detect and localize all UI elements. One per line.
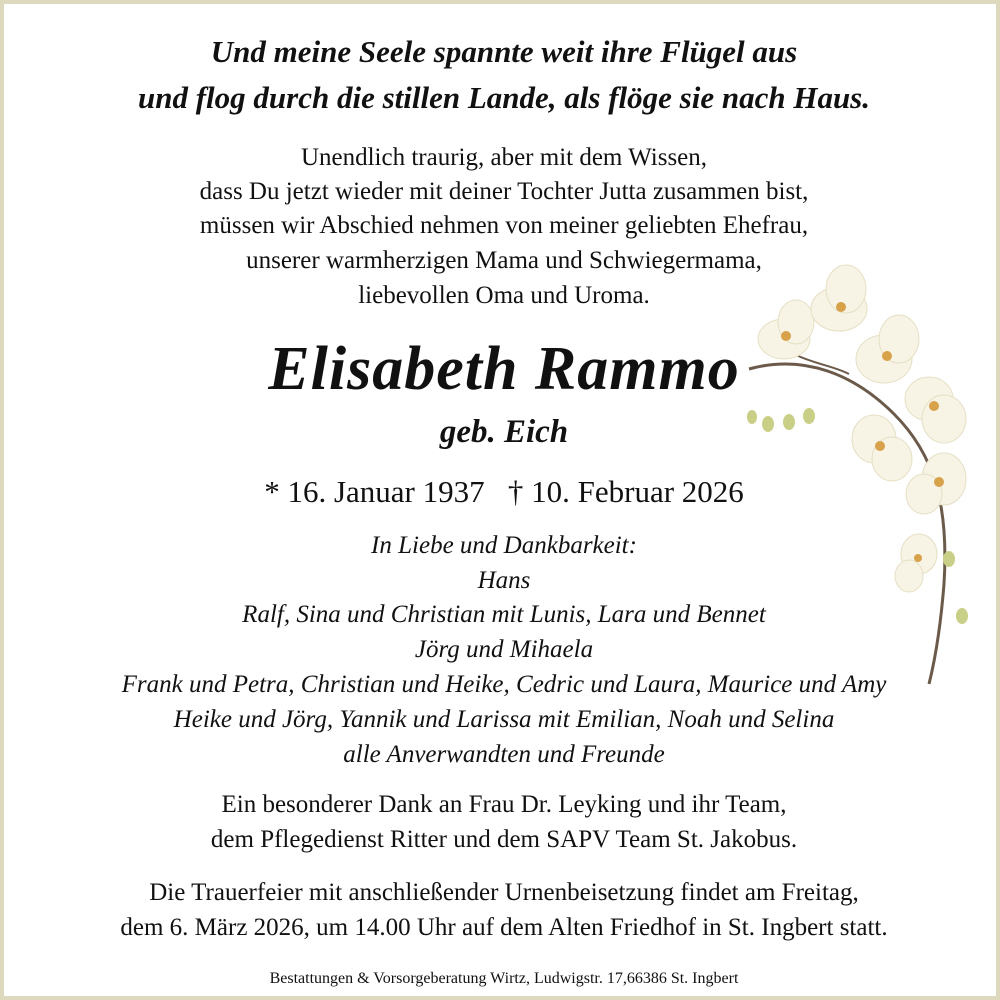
thanks-line-1: Ein besonderer Dank an Frau Dr. Leyking und ihr Team, <box>221 791 787 818</box>
mourner-line: Frank und Petra, Christian und Heike, Cedric und Laura, Maurice und Amy <box>121 671 887 698</box>
funeral-home-footer: Bestattungen & Vorsorgeberatung Wirtz, Ludwigstr. 17,66386 St. Ingbert <box>269 970 739 987</box>
mourner-line: Heike und Jörg, Yannik und Larissa mit Emilian, Noah und Selina <box>173 706 835 733</box>
motto-line-1: Und meine Seele spannte weit ihre Flügel aus <box>210 34 798 69</box>
intro-line-1: Unendlich traurig, aber mit dem Wissen, <box>300 144 708 171</box>
funeral-line-2: dem 6. März 2026, um 14.00 Uhr auf dem Alten Friedhof in St. Ingbert statt. <box>120 914 888 941</box>
intro-line-5: liebevollen Oma und Uroma. <box>358 282 650 309</box>
mourner-line: Hans <box>477 567 531 594</box>
thanks-line-2: dem Pflegedienst Ritter und dem SAPV Team St. Jakobus. <box>210 826 798 853</box>
mourner-line: Ralf, Sina und Christian mit Lunis, Lara und Bennet <box>242 601 766 628</box>
funeral-line-1: Die Trauerfeier mit anschließender Urnenbeisetzung findet am Freitag, <box>149 879 859 906</box>
intro-line-2: dass Du jetzt wieder mit deiner Tochter Jutta zusammen bist, <box>199 178 809 205</box>
intro-line-4: unserer warmherzigen Mama und Schwiegermama, <box>246 247 762 274</box>
deceased-name: Elisabeth Rammo <box>268 335 740 403</box>
maiden-name: geb. Eich <box>439 414 569 450</box>
mourner-line: alle Anverwandten und Freunde <box>343 741 665 768</box>
intro-line-3: müssen wir Abschied nehmen von meiner geliebten Ehefrau, <box>199 212 809 239</box>
mourners-heading: In Liebe und Dankbarkeit: <box>371 532 637 559</box>
life-dates: * 16. Januar 1937 † 10. Februar 2026 <box>264 474 744 509</box>
motto-line-2: und flog durch die stillen Lande, als flöge sie nach Haus. <box>137 80 870 115</box>
mourner-line: Jörg und Mihaela <box>414 636 594 663</box>
